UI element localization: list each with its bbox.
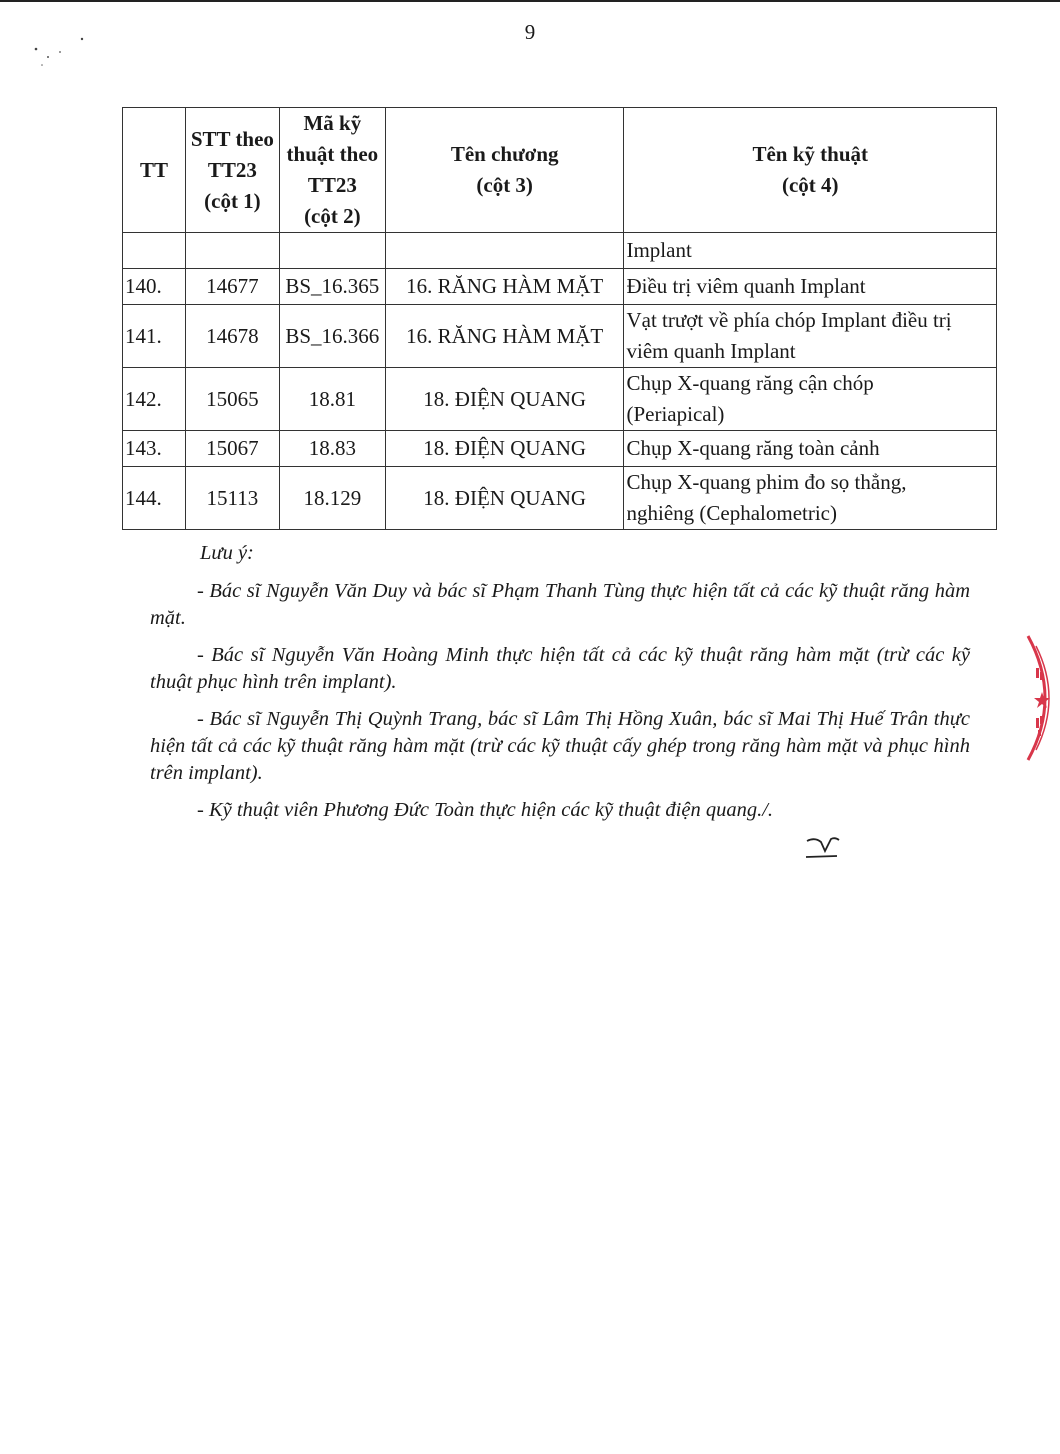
cell-stt: 15067 (185, 431, 279, 467)
note-item: - Kỹ thuật viên Phương Đức Toàn thực hiện các kỹ thuật điện quang./. (197, 799, 774, 821)
scan-specks (30, 35, 90, 75)
header-stt: STT theo TT23 (cột 1) (185, 108, 279, 233)
table-row (123, 269, 997, 305)
cell-stt: 15065 (185, 368, 279, 431)
cell-tt (123, 233, 186, 269)
cell-stt: 14677 (185, 269, 279, 305)
page-top-border (0, 0, 1060, 2)
cell-ma: 18.81 (279, 368, 385, 431)
notes-title: Lưu ý: (200, 542, 254, 564)
page-number: 9 (524, 20, 536, 44)
cell-ten: Vạt trượt về phía chóp Implant điều trị viêm quanh Implant (624, 305, 997, 368)
cell-chuong (385, 233, 624, 269)
header-ten-chuong: Tên chương (cột 3) (385, 108, 624, 233)
table-row-continuation (123, 233, 997, 269)
note-item: - Bác sĩ Nguyễn Văn Duy và bác sĩ Phạm Thanh Tùng thực hiện tất cả các kỹ thuật răng hàm mặt. (150, 580, 970, 629)
cell-tt: 142. (123, 368, 186, 431)
table-row (123, 368, 997, 431)
cell-chuong: 16. RĂNG HÀM MẶT (385, 305, 624, 368)
table-row (123, 467, 997, 530)
cell-chuong: 16. RĂNG HÀM MẶT (385, 269, 624, 305)
red-stamp-edge (1022, 632, 1060, 764)
cell-ma: BS_16.366 (279, 305, 385, 368)
notes-section (150, 540, 970, 834)
header-tt: TT (123, 108, 186, 233)
cell-ma: 18.129 (279, 467, 385, 530)
table-header-row (123, 108, 997, 233)
table-row (123, 305, 997, 368)
cell-ma (279, 233, 385, 269)
cell-ten: Chụp X-quang răng toàn cảnh (624, 431, 997, 467)
cell-tt: 141. (123, 305, 186, 368)
note-item: - Bác sĩ Nguyễn Văn Hoàng Minh thực hiện tất cả các kỹ thuật răng hàm mặt (trừ các kỹ thuật phục hình trên implant). (150, 644, 970, 693)
cell-stt (185, 233, 279, 269)
cell-tt: 144. (123, 467, 186, 530)
cell-chuong: 18. ĐIỆN QUANG (385, 467, 624, 530)
handwritten-initials (803, 833, 843, 863)
cell-tt: 143. (123, 431, 186, 467)
techniques-table (122, 107, 997, 530)
cell-stt: 14678 (185, 305, 279, 368)
cell-ma: 18.83 (279, 431, 385, 467)
cell-ten: Chụp X-quang phim đo sọ thẳng, nghiêng (Cephalometric) (624, 467, 997, 530)
cell-ten: Điều trị viêm quanh Implant (624, 269, 997, 305)
table-row (123, 431, 997, 467)
cell-ten: Chụp X-quang răng cận chóp (Periapical) (624, 368, 997, 431)
header-ten-ky-thuat: Tên kỹ thuật (cột 4) (624, 108, 997, 233)
note-item: - Bác sĩ Nguyễn Thị Quỳnh Trang, bác sĩ Lâm Thị Hồng Xuân, bác sĩ Mai Thị Huế Trân thực hiện tất cả các kỹ thuật răng hàm mặt (trừ các kỹ thuật cấy ghép trong răng hàm mặt và phục hình trên implant). (150, 708, 970, 784)
cell-ten: Implant (624, 233, 997, 269)
cell-ma: BS_16.365 (279, 269, 385, 305)
cell-chuong: 18. ĐIỆN QUANG (385, 431, 624, 467)
cell-tt: 140. (123, 269, 186, 305)
header-ma-ky-thuat: Mã kỹ thuật theo TT23 (cột 2) (279, 108, 385, 233)
cell-chuong: 18. ĐIỆN QUANG (385, 368, 624, 431)
cell-stt: 15113 (185, 467, 279, 530)
